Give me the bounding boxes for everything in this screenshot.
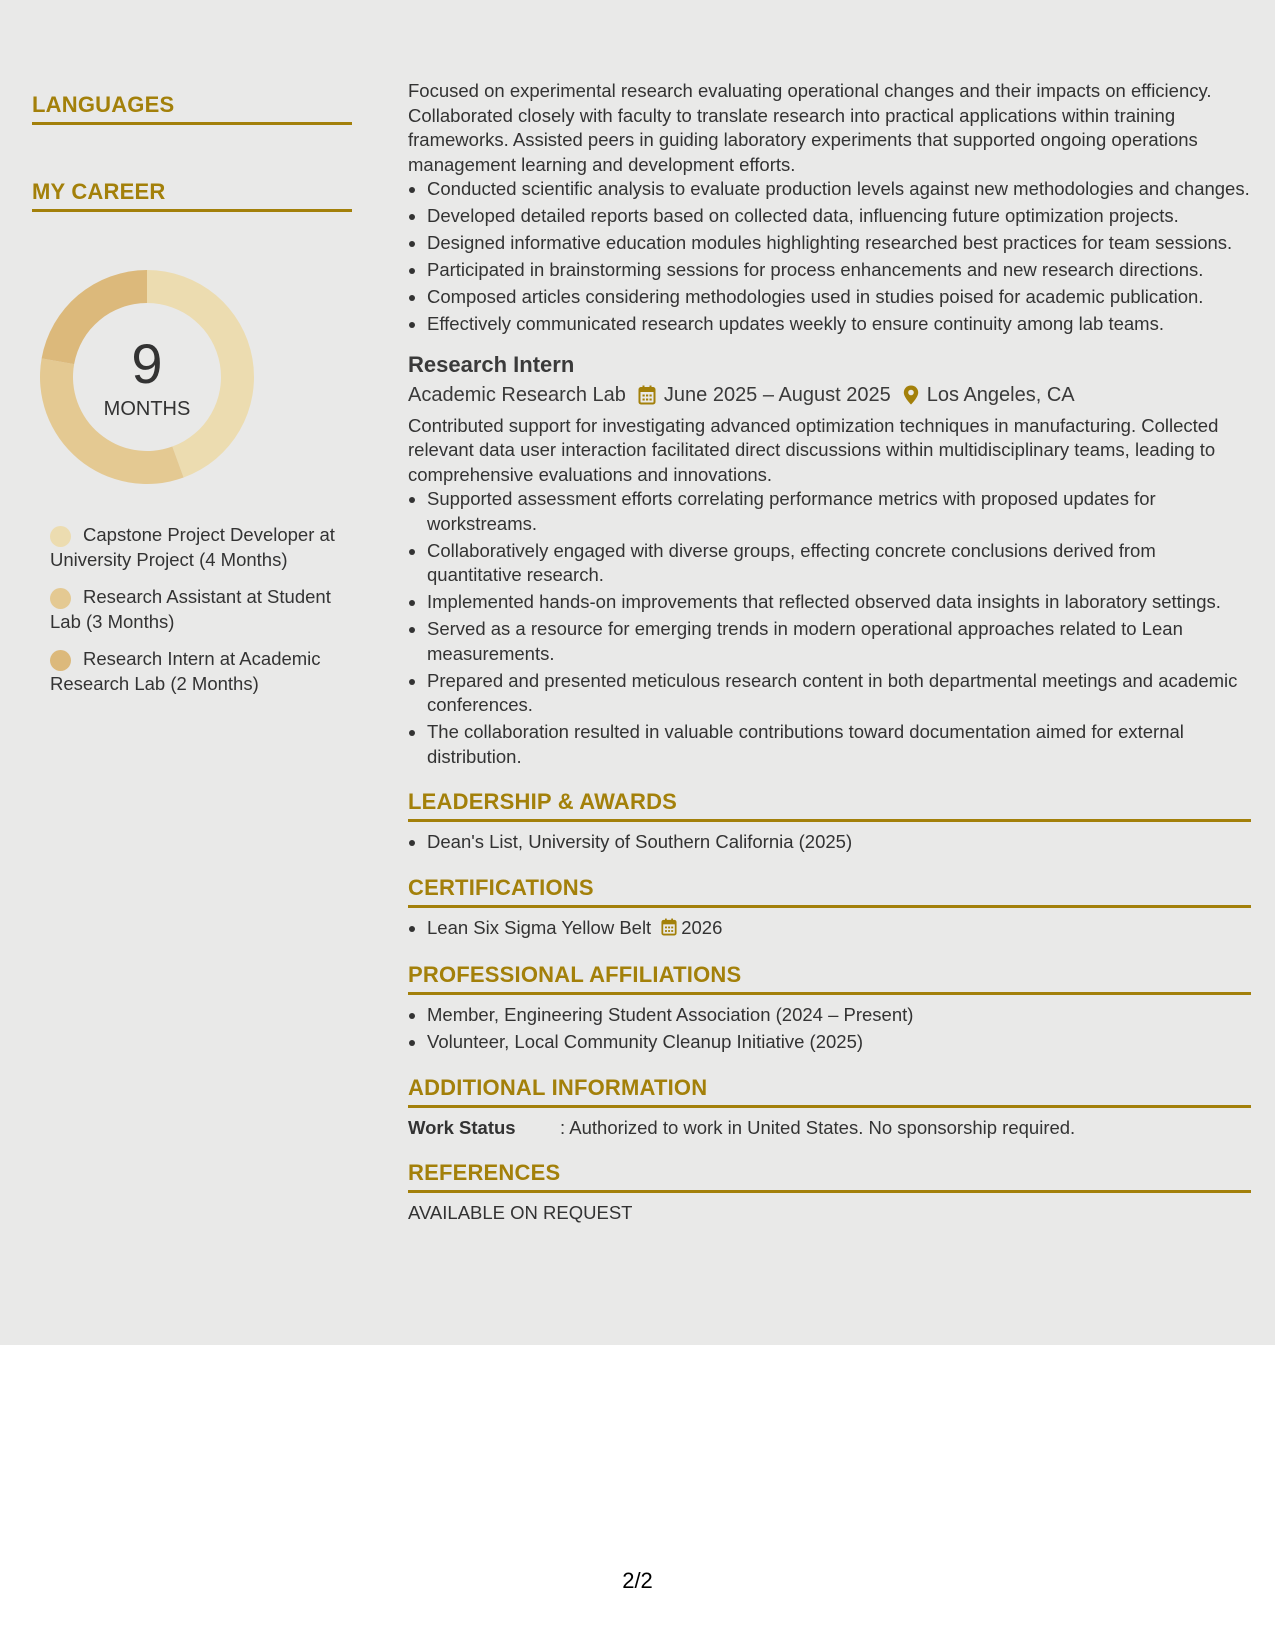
affiliations-list (427, 1003, 1251, 1055)
donut-unit: MONTHS (103, 398, 191, 420)
legend-label: Capstone Project Developer at University Project (4 Months) (50, 524, 335, 570)
languages-heading: LANGUAGES (32, 92, 352, 125)
list-item: • Served as a resource for emerging trends in modern operational approaches related to Lean measurements. (427, 617, 1251, 666)
list-item: • Dean's List, University of Southern California (2025) (427, 830, 1251, 855)
certifications-list (427, 916, 1251, 943)
location-pin-icon (903, 385, 919, 405)
job-meta (408, 379, 1251, 411)
additional-info-heading: ADDITIONAL INFORMATION (408, 1075, 1251, 1108)
list-item: • Prepared and presented meticulous research content in both departmental meetings and academic conferences. (427, 669, 1251, 718)
legend-dot (50, 650, 71, 671)
career-legend (50, 522, 340, 708)
references-heading: REFERENCES (408, 1160, 1251, 1193)
donut-segment (147, 270, 254, 478)
page-number: 2/2 (622, 1568, 653, 1593)
calendar-icon (661, 918, 677, 943)
job-bullet-list (427, 487, 1251, 769)
job-location: Los Angeles, CA (926, 383, 1075, 406)
certification-name: Lean Six Sigma Yellow Belt (427, 916, 652, 938)
list-item: • Conducted scientific analysis to evaluate production levels against new methodologies and changes. (427, 177, 1251, 202)
list-item: • Developed detailed reports based on collected data, influencing future optimization projects. (427, 204, 1251, 229)
work-status-row (408, 1116, 1251, 1141)
right-column (408, 79, 1251, 1226)
intro-bullet-list (427, 177, 1251, 337)
list-item: • Composed articles considering methodologies used in studies poised for academic publication. (427, 285, 1251, 310)
work-status-value: : Authorized to work in United States. No sponsorship required. (560, 1116, 1076, 1138)
legend-item (50, 584, 340, 634)
references-text: AVAILABLE ON REQUEST (408, 1202, 633, 1223)
list-item: • Volunteer, Local Community Cleanup Initiative (2025) (427, 1030, 1251, 1055)
list-item (427, 916, 1251, 943)
legend-item (50, 646, 340, 696)
list-item: • The collaboration resulted in valuable contributions toward documentation aimed for external distribution. (427, 720, 1251, 769)
work-status-label: Work Status (408, 1116, 516, 1138)
donut-total: 9 (131, 332, 163, 395)
left-column (32, 92, 352, 212)
legend-dot (50, 588, 71, 609)
list-item: • Designed informative education modules highlighting researched best practices for team sessions. (427, 231, 1251, 256)
legend-label: Research Intern at Academic Research Lab (2 Months) (50, 648, 321, 694)
list-item: • Participated in brainstorming sessions for process enhancements and new research directions. (427, 258, 1251, 283)
job-dates: June 2025 – August 2025 (663, 383, 891, 406)
career-donut-chart (32, 262, 262, 492)
list-item: • Supported assessment efforts correlating performance metrics with proposed updates for workstreams. (427, 487, 1251, 536)
list-item: • Member, Engineering Student Association (2024 – Present) (427, 1003, 1251, 1028)
affiliations-heading: PROFESSIONAL AFFILIATIONS (408, 962, 1251, 995)
leadership-heading: LEADERSHIP & AWARDS (408, 789, 1251, 822)
list-item: • Effectively communicated research updates weekly to ensure continuity among lab teams. (427, 312, 1251, 337)
legend-item (50, 522, 340, 572)
calendar-icon (638, 385, 656, 405)
career-heading: MY CAREER (32, 179, 352, 212)
list-item: • Collaboratively engaged with diverse groups, effecting concrete conclusions derived from quantitative research. (427, 539, 1251, 588)
intro-paragraph: Focused on experimental research evaluating operational changes and their impacts on efficiency. Collaborated closely with faculty to translate research into practical applications within training frameworks. Assisted peers in guiding laboratory experiments that supported ongoing operations management learning and development efforts. (408, 80, 1212, 175)
leadership-list (427, 830, 1251, 855)
company-name: Academic Research Lab (408, 383, 626, 406)
job-paragraph: Contributed support for investigating advanced optimization techniques in manufacturing. Collected relevant data user interaction facilitated direct discussions within multidisciplinary teams, leading to comprehensive evaluations and innovations. (408, 414, 1219, 485)
job-title: Research Intern (408, 351, 575, 377)
certification-year: 2026 (681, 916, 723, 938)
list-item: • Implemented hands-on improvements that reflected observed data insights in laboratory settings. (427, 590, 1251, 615)
legend-dot (50, 526, 71, 547)
legend-label: Research Assistant at Student Lab (3 Months) (50, 586, 331, 632)
certifications-heading: CERTIFICATIONS (408, 875, 1251, 908)
